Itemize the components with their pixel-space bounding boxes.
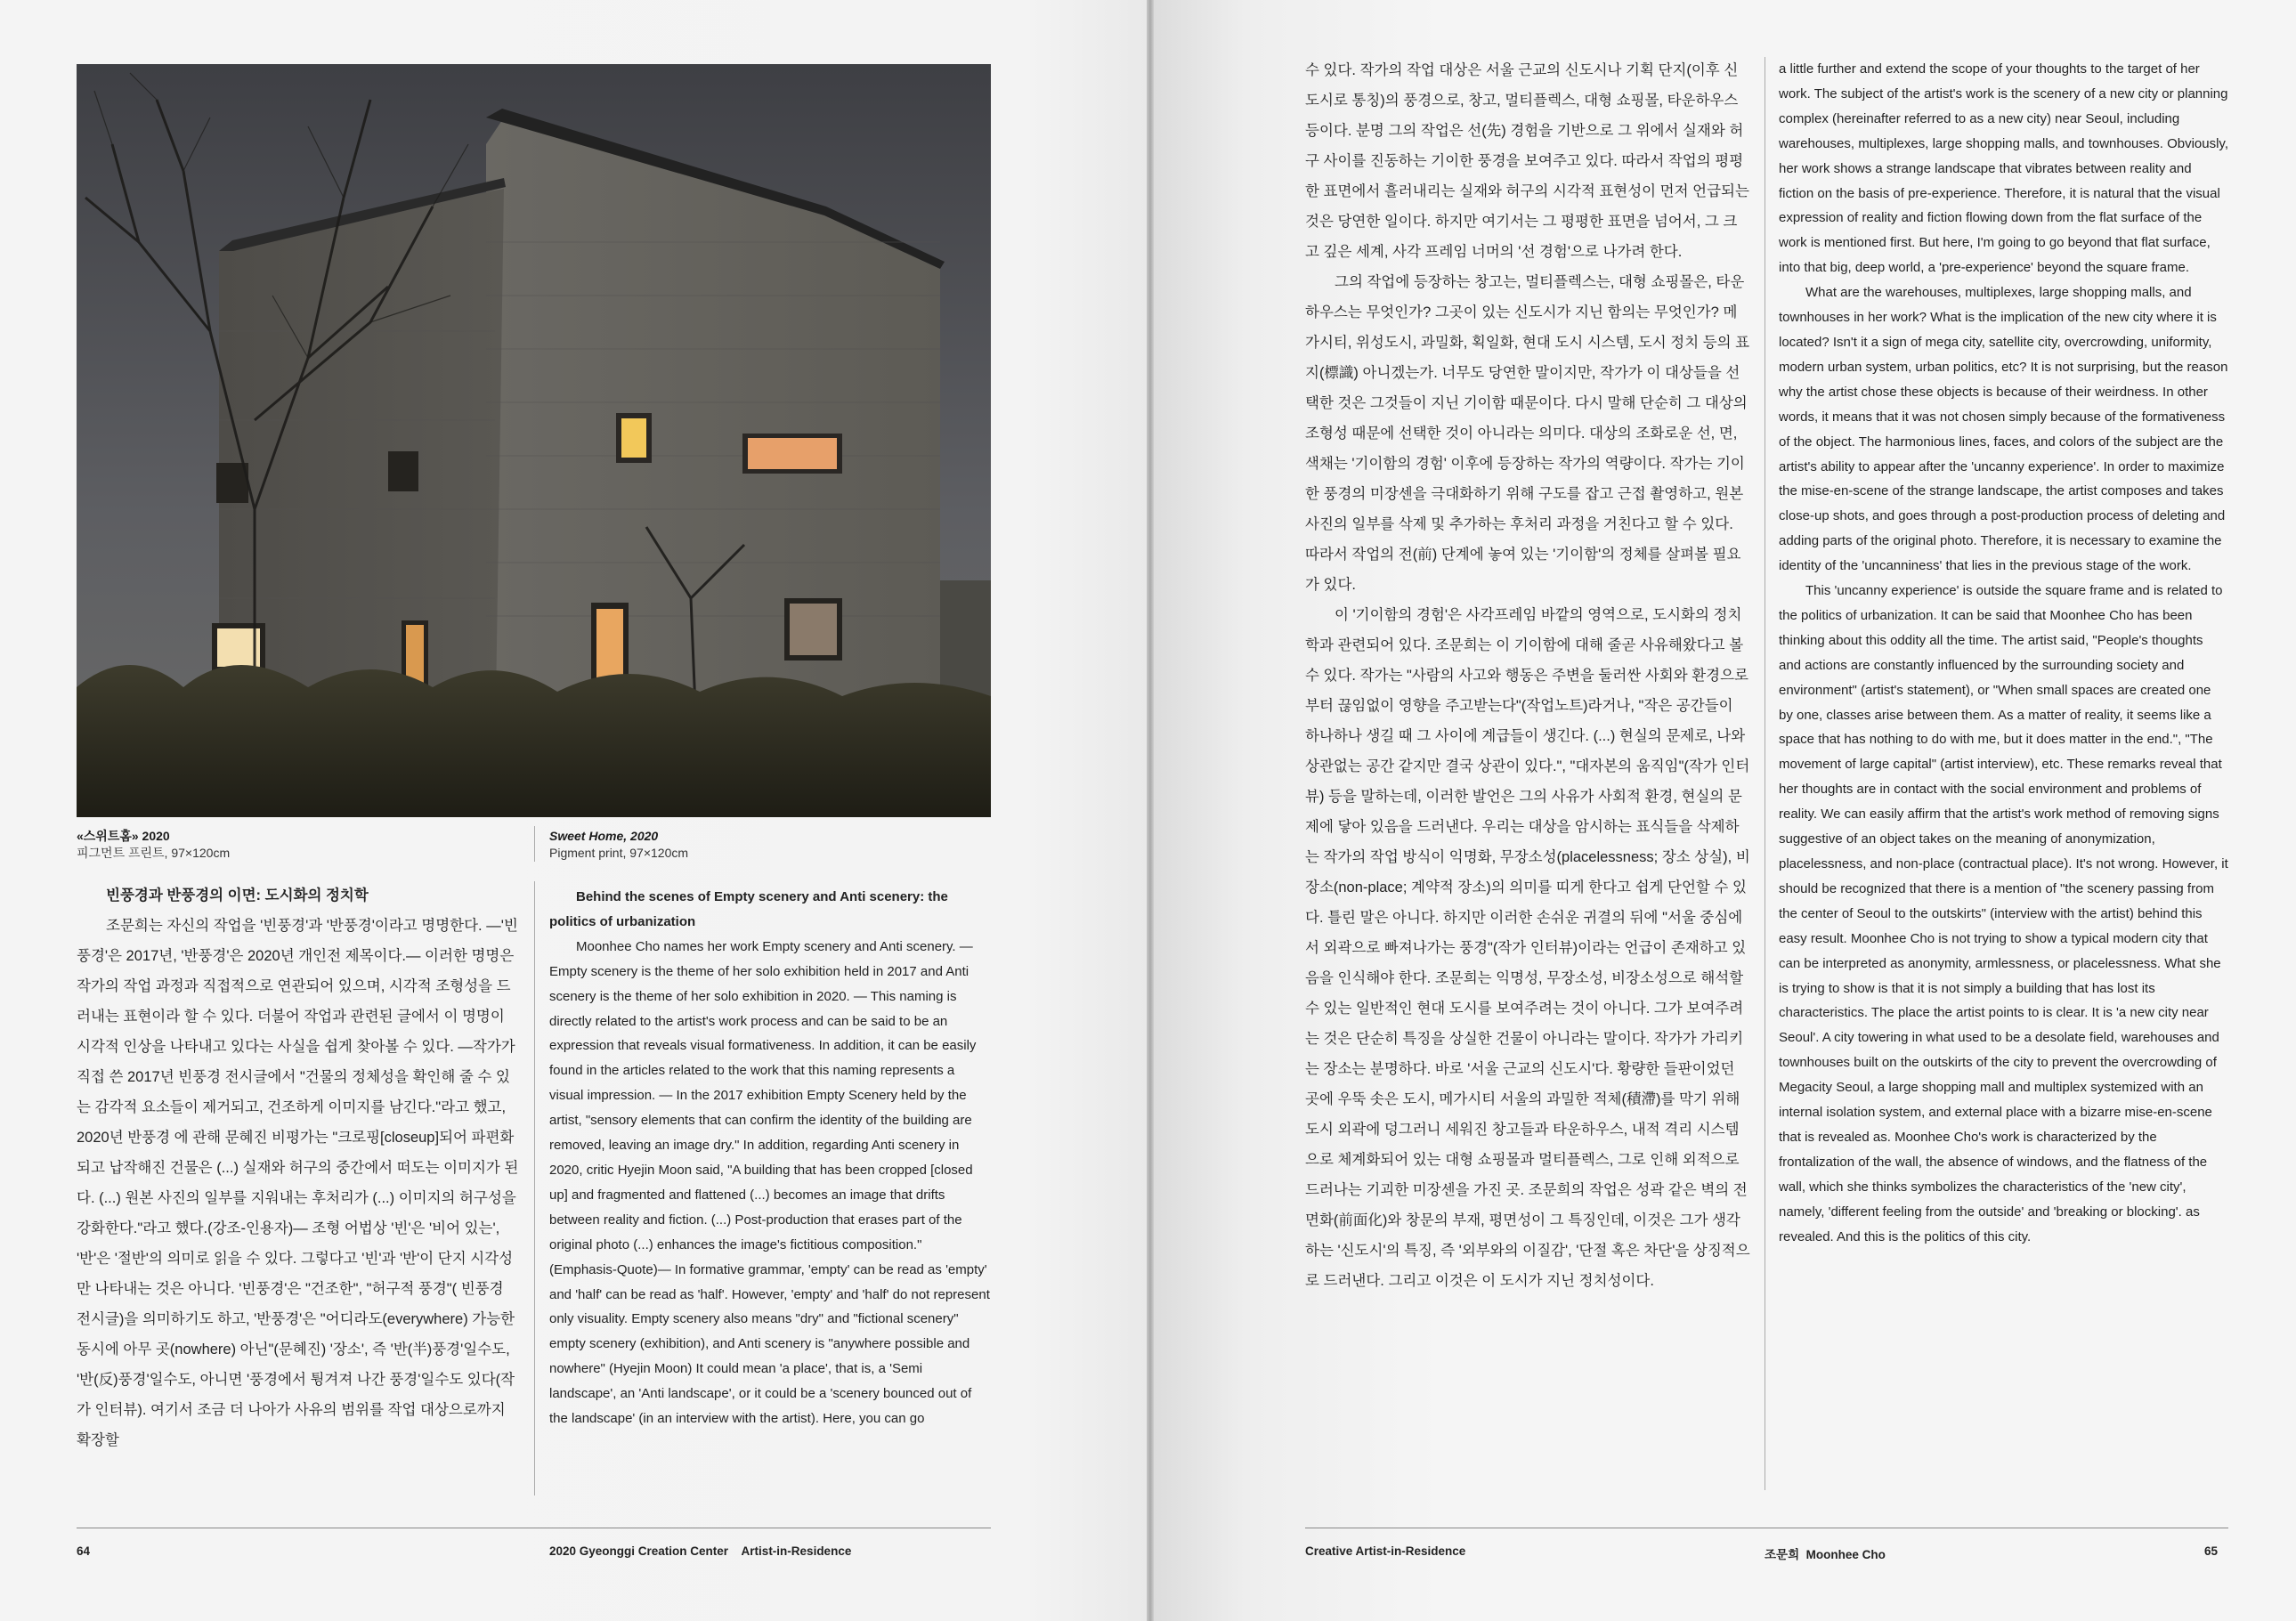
caption-english <box>549 828 688 862</box>
footer-title-left: 2020 Gyeonggi Creation Center Artist-in-Residence <box>549 1544 852 1558</box>
body-para1-kor: 수 있다. 작가의 작업 대상은 서울 근교의 신도시나 기획 단지(이후 신도시로 통칭)의 풍경으로, 창고, 멀티플렉스, 대형 쇼핑몰, 타운하우스 등이다. 분명 그의 작업은 선(先) 경험을 기반으로 그 위에서 실재와 허구 사이를 진동하는 기이한 풍경을 보여주고 있다. 따라서 작업의 평평한 표면에서 흘러내리는 실재와 허구의 시각적 표현성이 먼저 언급되는 것은 당연한 일이다. 하지만 여기서는 그 평평한 표면을 넘어서, 그 크고 깊은 세계, 사각 프레임 너머의 '선 경험'으로 나가려 한다. <box>1305 62 1749 260</box>
body-text-eng: Moonhee Cho names her work Empty scenery and Anti scenery. —Empty scenery is the theme of her solo exhibition held in 2017 and Anti scenery is the theme of her solo exhibition in 2020. — This naming is directly related to the artist's work process and can be said to be an expression that reveals visual formativeness. In addition, it can be easily found in the articles related to the work that this naming represents a visual impression. — In the 2017 exhibition Empty Scenery held by the artist, "sensory elements that can confirm the identity of the building are removed, leaving an image dry." In addition, regarding Anti scenery in 2020, critic Hyejin Moon said, "A building that has been cropped [closed up] and fragmented and flattened (...) becomes an image that drifts between reality and fiction. (...) Post-production that erases part of the original photo (...) enhances the image's fictitious composition." (Emphasis-Quote)— In formative grammar, 'empty' can be read as 'empty' and 'half' can be read as 'half'. However, 'empty' and 'half' do not represent only visuality. Empty scenery also means "dry" and "fictional scenery" empty scenery (exhibition), and Anti scenery is "anywhere possible and nowhere" (Hyejin Moon) It could mean 'a place', that is, a 'Semi landscape', an 'Anti landscape', or it could be a 'scenery bounced out of the landscape' (in an interview with the artist). Here, you can go <box>549 938 990 1427</box>
page-number-left: 64 <box>77 1544 91 1558</box>
photo-illustration <box>77 64 991 817</box>
footer-title-right: Creative Artist-in-Residence <box>1305 1544 1466 1558</box>
english-column <box>549 885 990 1431</box>
korean-column <box>77 880 522 1455</box>
body-para3-kor: 이 '기이함의 경험'은 사각프레임 바깥의 영역으로, 도시화의 정치학과 관련되어 있다. 조문희는 이 기이함에 대해 줄곧 사유해왔다고 볼 수 있다. 작가는 "사람의 사고와 행동은 주변을 둘러싼 사회와 환경으로부터 끊임없이 영향을 주고받는다"(작업노트)라거나, "작은 공간들이 하나하나 생길 때 그 사이에 계급들이 생긴다. (...) 현실의 문제로, 나와 상관없는 공간 같지만 결국 상관이 있다.", "대자본의 움직임"(작가 인터뷰) 등을 말하는데, 이러한 발언은 그의 사유가 사회적 환경, 현실의 문제에 닿아 있음을 드러낸다. 우리는 대상을 암시하는 표식들을 삭제하는 작가의 작업 방식이 익명화, 무장소성(placelessness; 장소 상실), 비장소(non-place; 계약적 장소)의 의미를 띠게 한다고 쉽게 단언할 수 있다. 틀린 말은 아니다. 하지만 이러한 손쉬운 귀결의 뒤에 "서울 중심에서 외곽으로 빠져나가는 풍경"(작가 인터뷰)이라는 언급이 존재하고 있음을 인식해야 한다. 조문희는 익명성, 무장소성, 비장소성으로 해석할 수 있는 일반적인 현대 도시를 보여주려는 것이 아니다. 그가 보여주려는 것은 단순히 특징을 상실한 건물이 아니라는 말이다. 작가가 가리키는 장소는 분명하다. 바로 '서울 근교의 신도시'다. 황량한 들판이었던 곳에 우뚝 솟은 도시, 메가시티 서울의 과밀한 적체(積滯)를 막기 위해 도시 외곽에 덩그러니 세워진 창고들과 타운하우스, 내적 격리 시스템으로 체계화되어 있는 대형 쇼핑몰과 멀티플렉스, 그로 인해 외적으로 드러나는 기괴한 미장센을 가진 곳. 조문희의 작업은 성곽 같은 벽의 전면화(前面化)와 창문의 부재, 평면성이 그 특징인데, 이것은 그가 생각하는 '신도시'의 특징, 즉 '외부와의 이질감', '단절 혹은 차단'을 상징적으로 드러낸다. 그리고 이것은 이 도시가 지닌 정치성이다. <box>1305 607 1750 1289</box>
body-para2-eng: What are the warehouses, multiplexes, large shopping malls, and townhouses in her work? What is the implication of the new city where it is located? Isn't it a sign of mega city, satellite city, overcrowding, uniformity, modern urban system, urban politics, etc? It is not surprising, but the reason why the artist chose these objects is because of their weirdness. In other words, it means that it was not chosen simply because of the formativeness of the object. The harmonious lines, faces, and colors of the subject are the artist's ability to appear after the 'uncanny experience'. In order to maximize the mise-en-scene of the strange landscape, the artist composes and takes close-up shots, and goes through a post-production process of deleting and adding parts of the original photo. Therefore, it is necessary to examine the identity of the 'uncanniness' that lies in the previous stage of the work. <box>1779 285 2228 574</box>
left-page <box>0 0 1147 1621</box>
english-column-right <box>1779 57 2228 1250</box>
section-heading-kor: 빈풍경과 반풍경의 이면: 도시화의 정치학 <box>106 887 369 904</box>
photo-sweet-home <box>77 64 991 817</box>
right-page <box>1154 0 2296 1621</box>
caption-title-kor: «스위트홈» 2020 <box>77 829 170 843</box>
book-gutter <box>1147 0 1154 1621</box>
korean-column-right <box>1305 55 1750 1296</box>
caption-divider <box>534 826 535 862</box>
caption-title-eng: Sweet Home, 2020 <box>549 829 659 843</box>
caption-medium-kor: 피그먼트 프린트, 97×120cm <box>77 846 231 860</box>
caption-medium-eng: Pigment print, 97×120cm <box>549 846 689 860</box>
column-divider <box>534 881 535 1495</box>
caption-korean <box>77 828 230 862</box>
section-heading-eng: Behind the scenes of Empty scenery and Anti scenery: the politics of urbanization <box>549 889 948 929</box>
body-para3-eng: This 'uncanny experience' is outside the square frame and is related to the politics of urbanization. It can be said that Moonhee Cho has been thinking about this oddity all the time. The artist said, "People's thoughts and actions are constantly influenced by the surrounding society and environment" (artist's statement), or "When small spaces are created one by one, classes arise between them. As a matter of reality, it seems like a space that has nothing to do with me, but it does matter in the end.", "The movement of large capital" (artist interview), etc. These remarks reveal that her thoughts are in contact with the social environment and problems of reality. We can easily affirm that the artist's work method of removing signs suggestive of an object takes on the meaning of anonymization, placelessness, and non-place (contractual place). It's not wrong. However, it should be recognized that there is a mention of "the scenery passing from the center of Seoul to the outskirts" (interview with the artist) behind this easy result. Moonhee Cho is not trying to show a typical modern city that can be interpreted as anonymity, armlessness, or placelessness. What she is trying to show is that it is not simply a building that has lost its characteristics. The place the artist points to is clear. It is 'a new city near Seoul'. A city towering in what used to be a desolate field, warehouses and townhouses built on the outskirts of the city to prevent the overcrowding of Megacity Seoul, a large shopping mall and multiplex systemized with an internal isolation system, and external place with a bizarre mise-en-scene that is revealed as. Moonhee Cho's work is characterized by the frontalization of the wall, the absence of windows, and the flatness of the wall, which she thinks symbolizes the characteristics of the 'new city', namely, 'different feeling from the outside' and 'breaking or blocking'. as revealed. And this is the politics of this city. <box>1779 583 2228 1244</box>
footer-artist: 조문희 Moonhee Cho <box>1765 1548 1886 1561</box>
page-number-right: 65 <box>2204 1544 2219 1558</box>
body-text-kor: 조문희는 자신의 작업을 '빈풍경'과 '반풍경'이라고 명명한다. —'빈풍경'은 2017년, '반풍경'은 2020년 개인전 제목이다.— 이러한 명명은 작가의 작업 과정과 직접적으로 연관되어 있으며, 시각적 조형성을 드러내는 표현이라 할 수 있다. 더불어 작업과 관련된 글에서 이 명명이 시각적 인상을 나타내고 있다는 사실을 쉽게 찾아볼 수 있다. —작가가 직접 쓴 2017년 빈풍경 전시글에서 "건물의 정체성을 확인해 줄 수 있는 감각적 요소들이 제거되고, 건조하게 이미지를 남긴다."라고 했고, 2020년 반풍경 에 관해 문혜진 비평가는 "크로핑[closeup]되어 파편화되고 납작해진 건물은 (...) 실재와 허구의 중간에서 떠도는 이미지가 된다. (...) 원본 사진의 일부를 지워내는 후처리가 (...) 이미지의 허구성을 강화한다."라고 했다.(강조-인용자)— 조형 어법상 '빈'은 '비어 있는', '반'은 '절반'의 의미로 읽을 수 있다. 그렇다고 '빈'과 '반'이 단지 시각성만 나타내는 것은 아니다. '빈풍경'은 "건조한", "허구적 풍경"( 빈풍경 전시글)을 의미하기도 하고, '반풍경'은 "어디라도(everywhere) 가능한 동시에 아무 곳(nowhere) 아닌"(문혜진) '장소', 즉 '반(半)풍경'일수도, '반(反)풍경'일수도, 아니면 '풍경에서 튕겨져 나간 풍경'일수도 있다(작가 인터뷰). 여기서 조금 더 나아가 사유의 범위를 작업 대상으로까지 확장할 <box>77 918 519 1448</box>
body-para2-kor: 그의 작업에 등장하는 창고는, 멀티플렉스는, 대형 쇼핑몰은, 타운하우스는 무엇인가? 그곳이 있는 신도시가 지닌 함의는 무엇인가? 메가시티, 위성도시, 과밀화, 획일화, 현대 도시 시스템, 도시 정치 등의 표지(標識) 아니겠는가. 너무도 당연한 말이지만, 작가가 이 대상들을 선택한 것은 그것들이 지닌 기이함 때문이다. 다시 말해 단순히 그 대상의 조형성 때문에 선택한 것이 아니라는 의미다. 대상의 조화로운 선, 면, 색채는 '기이함의 경험' 이후에 등장하는 작가의 역량이다. 작가는 기이한 풍경의 미장센을 극대화하기 위해 구도를 잡고 근접 촬영하고, 원본 사진의 일부를 삭제 및 추가하는 후처리 과정을 거친다고 할 수 있다. 따라서 작업의 전(前) 단계에 놓여 있는 '기이함'의 정체를 살펴볼 필요가 있다. <box>1305 274 1750 593</box>
body-para1-eng: a little further and extend the scope of your thoughts to the target of her work. The subject of the artist's work is the scenery of a new city or planning complex (hereinafter referred to as a new city) near Seoul, including warehouses, multiplexes, large shopping malls, and townhouses. Obviously, her work shows a strange landscape that vibrates between reality and fiction on the basis of pre-experience. Therefore, it is natural that the visual expression of reality and fiction flowing down from the flat surface of the work is mentioned first. But here, I'm going to go beyond that flat surface, into that big, deep world, a 'pre-experience' beyond the square frame. <box>1779 61 2228 276</box>
